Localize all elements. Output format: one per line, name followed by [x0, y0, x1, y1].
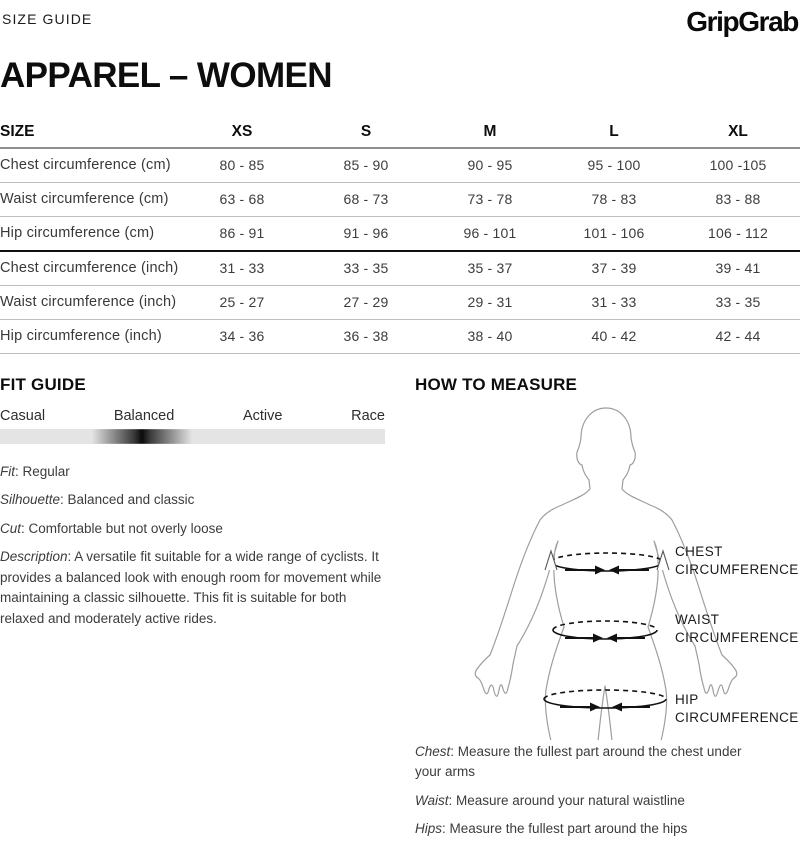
size-header-l: L — [609, 123, 619, 140]
size-value-cell: 27 - 29 — [343, 294, 389, 310]
size-header-xs: XS — [231, 123, 253, 140]
size-value-cell: 100 -105 — [709, 157, 767, 173]
size-value-cell: 101 - 106 — [583, 225, 645, 241]
size-header-xl: XL — [728, 123, 748, 140]
fit-scale-label-active: Active — [242, 407, 283, 424]
chest-circumference-label-line2: CIRCUMFERENCE — [675, 561, 799, 577]
instruction-term: Hips — [415, 821, 443, 837]
waist-measure-ring — [553, 621, 657, 643]
size-value-cell: 33 - 35 — [715, 294, 761, 310]
fit-details — [0, 462, 385, 630]
size-value-cell: 95 - 100 — [587, 157, 641, 173]
size-column-header: SIZE — [0, 123, 35, 140]
page-title: APPAREL – WOMEN — [0, 56, 332, 95]
how-to-measure-section — [385, 375, 800, 848]
size-value-cell: 86 - 91 — [219, 225, 265, 241]
size-value-cell: 63 - 68 — [219, 191, 265, 207]
fit-detail-term: Silhouette — [0, 492, 61, 508]
size-value-cell: 90 - 95 — [467, 157, 513, 173]
size-value-cell: 25 - 27 — [219, 294, 265, 310]
hip-circumference-label-line2: CIRCUMFERENCE — [675, 709, 799, 725]
hip-measure-ring — [544, 690, 666, 712]
size-table-header-row — [0, 118, 800, 149]
size-value-cell: 78 - 83 — [591, 191, 637, 207]
size-value-cell: 37 - 39 — [591, 260, 637, 276]
row-label: Hip circumference (cm) — [0, 225, 155, 241]
size-value-cell: 40 - 42 — [591, 328, 637, 344]
instruction-hips: Hips: Measure the fullest part around the hips — [415, 821, 688, 837]
measure-instructions — [415, 742, 760, 840]
size-header-m: M — [483, 123, 497, 140]
size-value-cell: 91 - 96 — [343, 225, 389, 241]
size-value-cell: 31 - 33 — [219, 260, 265, 276]
row-label: Waist circumference (inch) — [0, 294, 177, 310]
size-header-s: S — [360, 123, 372, 140]
hip-circumference-label-line1: HIP — [675, 691, 699, 707]
size-value-cell: 34 - 36 — [219, 328, 265, 344]
instruction-waist: Waist: Measure around your natural waistline — [415, 792, 685, 808]
how-to-measure-heading: HOW TO MEASURE — [415, 374, 578, 394]
fit-scale-label-casual: Casual — [0, 407, 46, 424]
fit-scale-indicator — [92, 429, 192, 444]
size-value-cell: 68 - 73 — [343, 191, 389, 207]
fit-scale-label-balanced: Balanced — [113, 407, 175, 424]
fit-scale-labels — [0, 408, 385, 424]
size-value-cell: 38 - 40 — [467, 328, 513, 344]
row-label: Waist circumference (cm) — [0, 191, 169, 207]
fit-detail-cut: Cut: Comfortable but not overly loose — [0, 520, 223, 536]
instruction-chest: Chest: Measure the fullest part around the chest under your arms — [415, 743, 742, 780]
size-value-cell: 85 - 90 — [343, 157, 389, 173]
size-value-cell: 31 - 33 — [591, 294, 637, 310]
fit-scale-label-race: Race — [351, 407, 385, 424]
fit-detail-term: Cut — [0, 520, 22, 536]
row-label: Chest circumference (cm) — [0, 157, 171, 173]
size-value-cell: 39 - 41 — [715, 260, 761, 276]
fit-detail-term: Fit — [0, 463, 15, 479]
table-row — [0, 286, 800, 320]
table-row — [0, 217, 800, 252]
table-row — [0, 320, 800, 354]
top-bar — [0, 8, 800, 44]
size-value-cell: 83 - 88 — [715, 191, 761, 207]
size-value-cell: 106 - 112 — [708, 225, 768, 241]
chest-circumference-label-line1: CHEST — [675, 543, 723, 559]
gripgrab-logo: GripGrab — [686, 6, 798, 37]
size-value-cell: 96 - 101 — [463, 225, 517, 241]
fit-scale-bar — [0, 429, 385, 444]
chest-measure-ring — [545, 551, 669, 575]
size-table — [0, 118, 800, 354]
waist-circumference-label-line2: CIRCUMFERENCE — [675, 629, 799, 645]
size-value-cell: 42 - 44 — [715, 328, 761, 344]
row-label: Chest circumference (inch) — [0, 260, 179, 276]
row-label: Hip circumference (inch) — [0, 328, 162, 344]
waist-circumference-label-line1: WAIST — [675, 611, 720, 627]
content-columns — [0, 375, 800, 848]
size-value-cell: 33 - 35 — [343, 260, 389, 276]
fit-guide-section — [0, 375, 385, 848]
table-row — [0, 149, 800, 183]
instruction-term: Waist — [415, 792, 449, 808]
table-row — [0, 183, 800, 217]
size-value-cell: 29 - 31 — [467, 294, 513, 310]
size-value-cell: 36 - 38 — [343, 328, 389, 344]
fit-detail-description: Description: A versatile fit suitable for a wide range of cyclists. It provides a balanced look with enough room for movement while maintaining a classic silhouette. This fit is suitable for both relaxed and moderately active rides. — [0, 549, 382, 626]
body-measurement-diagram — [415, 398, 800, 740]
instruction-term: Chest — [415, 743, 451, 759]
table-row — [0, 252, 800, 286]
size-value-cell: 73 - 78 — [467, 191, 513, 207]
page-label: SIZE GUIDE — [2, 11, 93, 27]
fit-guide-heading: FIT GUIDE — [0, 374, 86, 394]
size-value-cell: 35 - 37 — [467, 260, 513, 276]
fit-detail-silhouette: Silhouette: Balanced and classic — [0, 492, 195, 508]
fit-detail-fit: Fit: Regular — [0, 463, 70, 479]
fit-detail-term: Description — [0, 549, 68, 565]
size-value-cell: 80 - 85 — [219, 157, 265, 173]
